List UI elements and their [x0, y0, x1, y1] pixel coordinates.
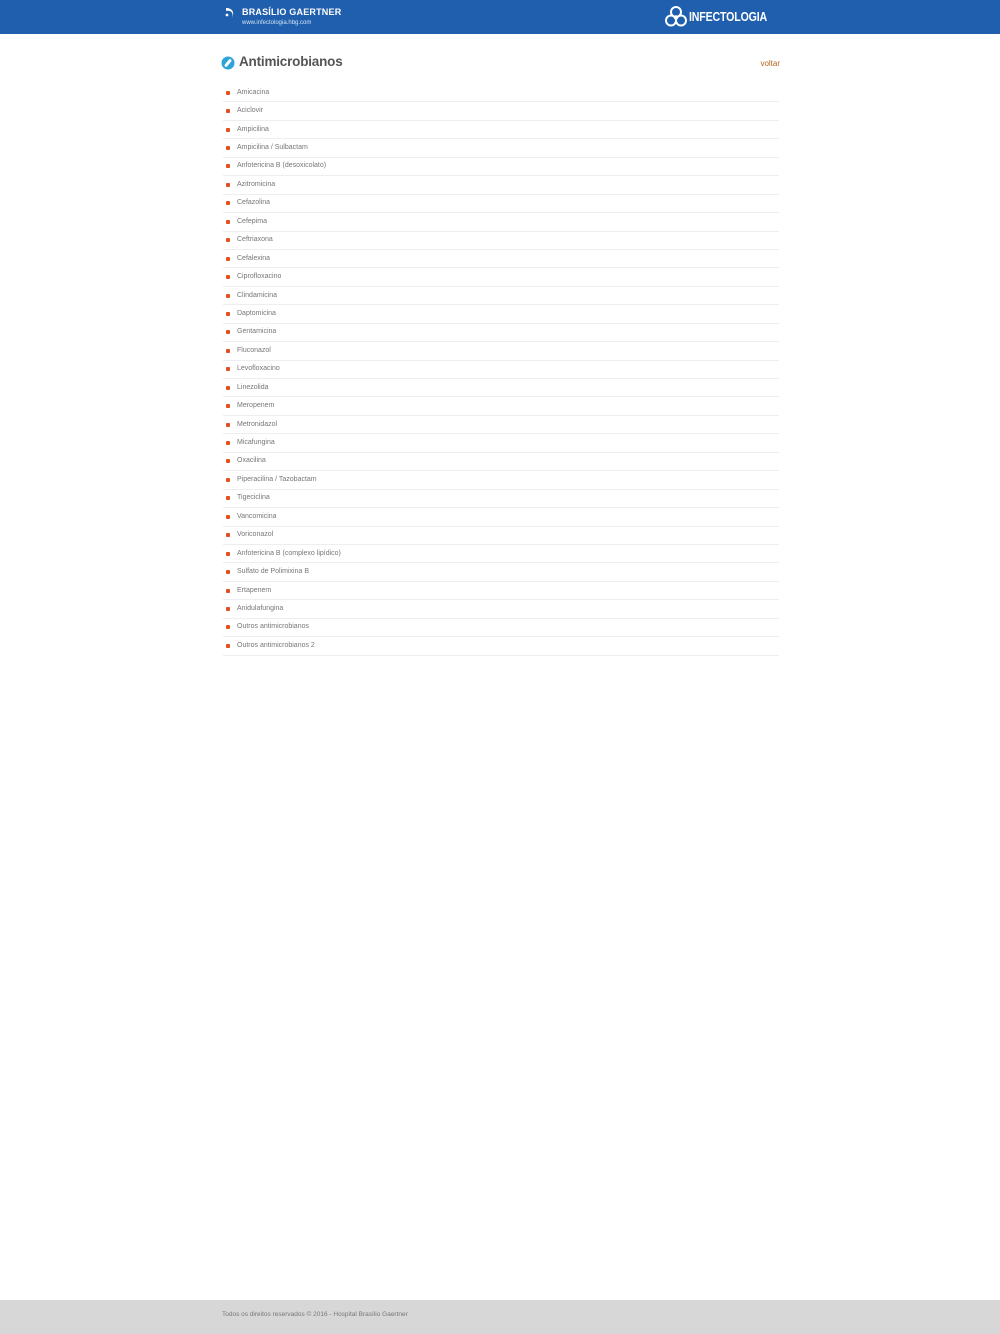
antimicrobial-link[interactable]: Sulfato de Polimixina B — [237, 568, 309, 576]
bullet-icon — [226, 164, 230, 168]
back-link[interactable]: voltar — [760, 59, 780, 68]
top-header — [0, 0, 1000, 34]
list-item — [223, 582, 779, 600]
list-item — [223, 397, 779, 415]
antimicrobial-link[interactable]: Ceftriaxona — [237, 236, 273, 244]
antimicrobial-link[interactable]: Ampicilina / Sulbactam — [237, 144, 308, 152]
biohazard-icon — [664, 5, 688, 29]
footer-copyright: Todos os direitos reservados © 2016 - Hospital Brasílio Gaertner — [222, 1311, 408, 1318]
list-item — [223, 84, 779, 102]
list-item — [223, 508, 779, 526]
brand-texts — [242, 3, 341, 28]
antimicrobial-link[interactable]: Anfotericina B (desoxicolato) — [237, 162, 327, 170]
footer — [0, 1300, 1000, 1334]
list-item — [223, 102, 779, 120]
antimicrobial-link[interactable]: Linezolida — [237, 383, 269, 391]
bullet-icon — [226, 146, 230, 150]
antimicrobial-link[interactable]: Clindamicina — [237, 291, 278, 299]
list-item — [223, 213, 779, 231]
antimicrobial-link[interactable]: Ampicilina — [237, 125, 269, 133]
bullet-icon — [226, 257, 230, 261]
antimicrobial-link[interactable]: Vancomicina — [237, 512, 277, 520]
bullet-icon — [226, 294, 230, 298]
bullet-icon — [226, 644, 230, 648]
bullet-icon — [226, 441, 230, 445]
list-item — [223, 434, 779, 452]
antimicrobial-link[interactable]: Outros antimicrobianos 2 — [237, 641, 315, 649]
antimicrobial-link[interactable]: Cefazolina — [237, 199, 271, 207]
list-item — [223, 324, 779, 342]
list-item — [223, 619, 779, 637]
bullet-icon — [226, 533, 230, 537]
antimicrobial-link[interactable]: Amicacina — [237, 88, 270, 96]
bullet-icon — [226, 552, 230, 556]
bullet-icon — [226, 183, 230, 187]
brand-name: BRASÍLIO GAERTNER — [242, 7, 342, 17]
list-item — [223, 453, 779, 471]
list-item — [223, 416, 779, 434]
pill-icon — [221, 56, 235, 70]
bullet-icon — [226, 349, 230, 353]
bullet-icon — [226, 109, 230, 113]
list-item — [223, 195, 779, 213]
bullet-icon — [226, 570, 230, 574]
bullet-icon — [226, 128, 230, 132]
bullet-icon — [226, 607, 230, 611]
bullet-icon — [226, 275, 230, 279]
bullet-icon — [226, 367, 230, 371]
brand-swoosh-icon — [223, 5, 239, 21]
antimicrobial-link[interactable]: Voriconazol — [237, 531, 274, 539]
list-item — [223, 305, 779, 323]
bullet-icon — [226, 478, 230, 482]
list-item — [223, 471, 779, 489]
bullet-icon — [226, 238, 230, 242]
list-item — [223, 600, 779, 618]
antimicrobial-link[interactable]: Piperacilina / Tazobactam — [237, 475, 317, 483]
antimicrobial-link[interactable]: Outros antimicrobianos — [237, 623, 309, 631]
page-title-row — [221, 53, 780, 71]
list-item — [223, 158, 779, 176]
bullet-icon — [226, 201, 230, 205]
bullet-icon — [226, 386, 230, 390]
bullet-icon — [226, 625, 230, 629]
list-item — [223, 637, 779, 655]
antimicrobial-link[interactable]: Aciclovir — [237, 107, 264, 115]
list-item — [223, 490, 779, 508]
bullet-icon — [226, 589, 230, 593]
antimicrobial-list — [223, 84, 779, 656]
page-title: Antimicrobianos — [239, 54, 343, 69]
infectologia-title: INFECTOLOGIA — [689, 10, 768, 24]
antimicrobial-link[interactable]: Gentamicina — [237, 328, 277, 336]
bullet-icon — [226, 91, 230, 95]
bullet-icon — [226, 496, 230, 500]
list-item — [223, 139, 779, 157]
bullet-icon — [226, 515, 230, 519]
list-item — [223, 121, 779, 139]
list-item — [223, 287, 779, 305]
list-item — [223, 268, 779, 286]
infectologia-logo[interactable] — [664, 4, 784, 30]
antimicrobial-link[interactable]: Ertapenem — [237, 586, 272, 594]
brand-logo-left[interactable] — [223, 3, 423, 31]
bullet-icon — [226, 404, 230, 408]
list-item — [223, 545, 779, 563]
antimicrobial-link[interactable]: Azitromicina — [237, 180, 276, 188]
list-item — [223, 250, 779, 268]
bullet-icon — [226, 312, 230, 316]
bullet-icon — [226, 459, 230, 463]
brand-url: www.infectologia.hbg.com — [242, 20, 312, 26]
bullet-icon — [226, 423, 230, 427]
antimicrobial-link[interactable]: Ciprofloxacino — [237, 273, 282, 281]
list-item — [223, 361, 779, 379]
list-item — [223, 527, 779, 545]
antimicrobial-link[interactable]: Micafungina — [237, 439, 275, 447]
antimicrobial-link[interactable]: Cefalexina — [237, 254, 271, 262]
bullet-icon — [226, 220, 230, 224]
list-item — [223, 342, 779, 360]
antimicrobial-link[interactable]: Meropenem — [237, 402, 275, 410]
list-item — [223, 379, 779, 397]
antimicrobial-link[interactable]: Metronidazol — [237, 420, 278, 428]
antimicrobial-link[interactable]: Daptomicina — [237, 309, 276, 317]
antimicrobial-link[interactable]: Oxacilina — [237, 457, 266, 465]
antimicrobial-link[interactable]: Fluconazol — [237, 346, 271, 354]
list-item — [223, 232, 779, 250]
antimicrobial-link[interactable]: Levofloxacino — [237, 365, 280, 373]
antimicrobial-link[interactable]: Tigeciclina — [237, 494, 270, 502]
antimicrobial-link[interactable]: Anidulafungina — [237, 604, 284, 612]
list-item — [223, 563, 779, 581]
list-item — [223, 176, 779, 194]
antimicrobial-link[interactable]: Cefepima — [237, 217, 267, 225]
antimicrobial-link[interactable]: Anfotericina B (complexo lipídico) — [237, 549, 341, 557]
bullet-icon — [226, 330, 230, 334]
